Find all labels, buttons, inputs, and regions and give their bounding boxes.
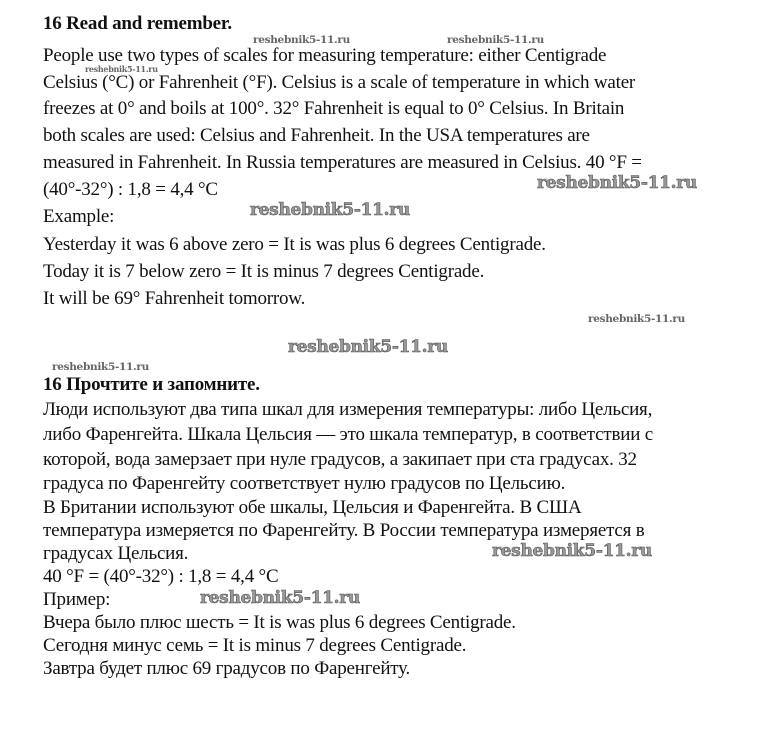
text-line: Celsius (°C) or Fahrenheit (°F). Celsius is a scale of temperature in which water [43,72,636,93]
russian-title: 16 Прочтите и запомните. [43,374,260,395]
text-line: People use two types of scales for measuring temperature: either Centigrade [43,45,607,66]
text-line: градуса по Фаренгейту соответствует нулю градусов по Цельсию. [43,473,566,494]
watermark: reshebnik5-11.ru [537,173,697,193]
watermark: reshebnik5-11.ru [200,588,360,608]
text-line: Завтра будет плюс 69 градусов по Фаренгейту. [43,658,411,679]
text-line: которой, вода замерзает при нуле градусов, а закипает при ста градусах. 32 [43,449,637,470]
watermark: reshebnik5-11.ru [52,361,149,373]
text-line: Пример: [43,589,111,610]
watermark: reshebnik5-11.ru [288,337,448,357]
text-line: температура измеряется по Фаренгейту. В России температура измеряется в [43,520,645,541]
text-line: freezes at 0° and boils at 100°. 32° Fahrenheit is equal to 0° Celsius. In Britain [43,98,625,119]
watermark: reshebnik5-11.ru [253,34,350,46]
watermark: reshebnik5-11.ru [492,541,652,561]
watermark: reshebnik5-11.ru [447,34,544,46]
text-line: Today it is 7 below zero = It is minus 7 degrees Centigrade. [43,261,485,282]
text-line: Люди используют два типа шкал для измерения температуры: либо Цельсия, [43,399,653,420]
watermark: reshebnik5-11.ru [588,313,685,325]
text-line: Yesterday it was 6 above zero = It is was plus 6 degrees Centigrade. [43,234,546,255]
text-line: Сегодня минус семь = It is minus 7 degrees Centigrade. [43,635,467,656]
watermark: reshebnik5-11.ru [85,64,158,74]
text-line: both scales are used: Celsius and Fahrenheit. In the USA temperatures are [43,125,590,146]
text-line: (40°-32°) : 1,8 = 4,4 °C [43,179,218,200]
text-line: градусах Цельсия. [43,543,189,564]
text-line: It will be 69° Fahrenheit tomorrow. [43,288,306,309]
text-line: В Британии используют обе шкалы, Цельсия и Фаренгейта. В США [43,497,582,518]
english-title: 16 Read and remember. [43,13,232,34]
text-line: 40 °F = (40°-32°) : 1,8 = 4,4 °C [43,566,279,587]
watermark: reshebnik5-11.ru [250,200,410,220]
text-line: measured in Fahrenheit. In Russia temperatures are measured in Celsius. 40 °F = [43,152,642,173]
text-line: Example: [43,206,115,227]
text-line: либо Фаренгейта. Шкала Цельсия — это шкала температур, в соответствии с [43,424,653,445]
text-line: Вчера было плюс шесть = It is was plus 6 degrees Centigrade. [43,612,516,633]
